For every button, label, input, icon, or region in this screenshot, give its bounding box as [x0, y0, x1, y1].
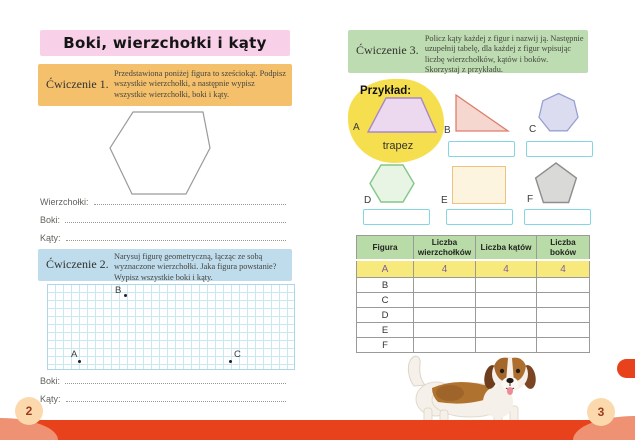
table-header-boki: Liczba boków	[537, 236, 590, 261]
page-title-text: Boki, wierzchołki i kąty	[63, 34, 267, 52]
table-cell-c-katy[interactable]	[476, 293, 537, 308]
figure-letter-f: F	[527, 194, 534, 205]
trapezoid-figure	[363, 94, 441, 136]
hexagon-figure	[105, 106, 217, 198]
field-label-wierzcholki: Wierzchołki:	[40, 197, 89, 207]
exercise2-instructions: Narysuj figurę geometryczną, łącząc ze sobą wyznaczone wierzchołki. Jaka figura powstanie? Wypisz wszystkie boki i kąty.	[114, 252, 277, 282]
table-header-katy: Liczba kątów	[476, 236, 537, 261]
table-cell-b-figura: B	[357, 278, 414, 293]
answer-box-b[interactable]	[448, 141, 515, 157]
point-label-b: B	[115, 285, 122, 296]
answer-box-e[interactable]	[446, 209, 513, 225]
answer-row-boki	[40, 213, 286, 225]
answer-row-katy	[40, 231, 286, 243]
answer-line-boki-2[interactable]	[65, 383, 286, 384]
table-row-c	[357, 293, 590, 308]
point-dot-b	[124, 294, 127, 297]
footer-bar	[0, 420, 635, 440]
exercise3-box	[348, 30, 588, 73]
point-dot-c	[229, 360, 232, 363]
field-label-boki-2: Boki:	[40, 376, 61, 386]
point-dot-a	[78, 360, 81, 363]
table-cell-e-figura: E	[357, 323, 414, 338]
table-cell-a-wierzcholki: 4	[414, 260, 476, 278]
table-cell-f-boki[interactable]	[537, 338, 590, 353]
exercise1-label: Ćwiczenie 1.	[46, 77, 109, 91]
exercise3-label: Ćwiczenie 3.	[356, 43, 419, 57]
point-label-a: A	[71, 349, 78, 360]
figure-letter-b: B	[444, 125, 451, 136]
table-header-row	[357, 236, 590, 261]
table-cell-c-figura: C	[357, 293, 414, 308]
exercise2-box	[38, 249, 292, 281]
drawing-grid[interactable]	[47, 284, 295, 370]
heptagon-figure	[537, 92, 580, 135]
table-row-e	[357, 323, 590, 338]
figure-letter-e: E	[441, 195, 448, 206]
example-answer-text: trapez	[382, 140, 414, 152]
triangle-figure	[452, 91, 512, 135]
answer-box-d[interactable]	[363, 209, 430, 225]
table-cell-e-katy[interactable]	[476, 323, 537, 338]
answer-row-wierzcholki	[40, 195, 286, 207]
table-row-d	[357, 308, 590, 323]
table-cell-b-boki[interactable]	[537, 278, 590, 293]
answer-line-boki[interactable]	[65, 222, 286, 223]
answer-row-katy-2	[40, 392, 286, 404]
table-cell-e-wierzcholki[interactable]	[414, 323, 476, 338]
answer-box-c[interactable]	[526, 141, 593, 157]
table-cell-f-katy[interactable]	[476, 338, 537, 353]
table-header-wierzcholki: Liczba wierzchołków	[414, 236, 476, 261]
example-heading: Przykład:	[360, 85, 412, 97]
table-cell-f-figura: F	[357, 338, 414, 353]
exercise1-box	[38, 64, 292, 106]
table-cell-b-katy[interactable]	[476, 278, 537, 293]
answer-line-wierzcholki[interactable]	[94, 204, 286, 205]
field-label-katy-2: Kąty:	[40, 394, 61, 404]
page-title	[40, 30, 290, 56]
figure-letter-c: C	[529, 124, 537, 135]
answer-row-boki-2	[40, 374, 286, 386]
answer-line-katy-2[interactable]	[66, 401, 286, 402]
table-cell-d-boki[interactable]	[537, 308, 590, 323]
table-cell-d-wierzcholki[interactable]	[414, 308, 476, 323]
beagle-dog-photo	[398, 352, 563, 424]
point-label-c: C	[234, 349, 241, 360]
table-cell-a-figura: A	[357, 260, 414, 278]
table-cell-f-wierzcholki[interactable]	[414, 338, 476, 353]
figures-table	[356, 235, 590, 353]
exercise2-label: Ćwiczenie 2.	[46, 257, 109, 271]
table-cell-b-wierzcholki[interactable]	[414, 278, 476, 293]
table-cell-d-figura: D	[357, 308, 414, 323]
exercise3-instructions: Policz kąty każdej z figur i nazwij ją. Następnie uzupełnij tabelę, dla każdej z figur wpisując liczbę wierzchołków, kątów i boków. Skorzystaj z przykładu.	[424, 34, 584, 75]
field-label-katy: Kąty:	[40, 233, 61, 243]
field-label-boki: Boki:	[40, 215, 61, 225]
table-cell-a-boki: 4	[537, 260, 590, 278]
answer-line-katy[interactable]	[66, 240, 286, 241]
table-header-figura: Figura	[357, 236, 414, 261]
page-edge-accent	[617, 359, 635, 378]
table-cell-e-boki[interactable]	[537, 323, 590, 338]
page-number-left: 2	[15, 397, 43, 425]
rectangle-figure	[452, 166, 506, 204]
figure-letter-d: D	[364, 195, 372, 206]
table-cell-d-katy[interactable]	[476, 308, 537, 323]
hexagon-small-figure	[368, 163, 416, 204]
pentagon-figure	[533, 161, 579, 204]
table-row-b	[357, 278, 590, 293]
table-row-f	[357, 338, 590, 353]
exercise1-instructions: Przedstawiona poniżej figura to sześciokąt. Podpisz wszystkie wierzchołki, a następnie wypisz wszystkie wierzchołki, boki i kąty.	[114, 69, 286, 99]
table-cell-c-boki[interactable]	[537, 293, 590, 308]
figure-letter-a: A	[353, 122, 360, 133]
table-cell-c-wierzcholki[interactable]	[414, 293, 476, 308]
table-cell-a-katy: 4	[476, 260, 537, 278]
table-row-a	[357, 260, 590, 278]
answer-box-f[interactable]	[524, 209, 591, 225]
page-number-right: 3	[587, 398, 615, 426]
